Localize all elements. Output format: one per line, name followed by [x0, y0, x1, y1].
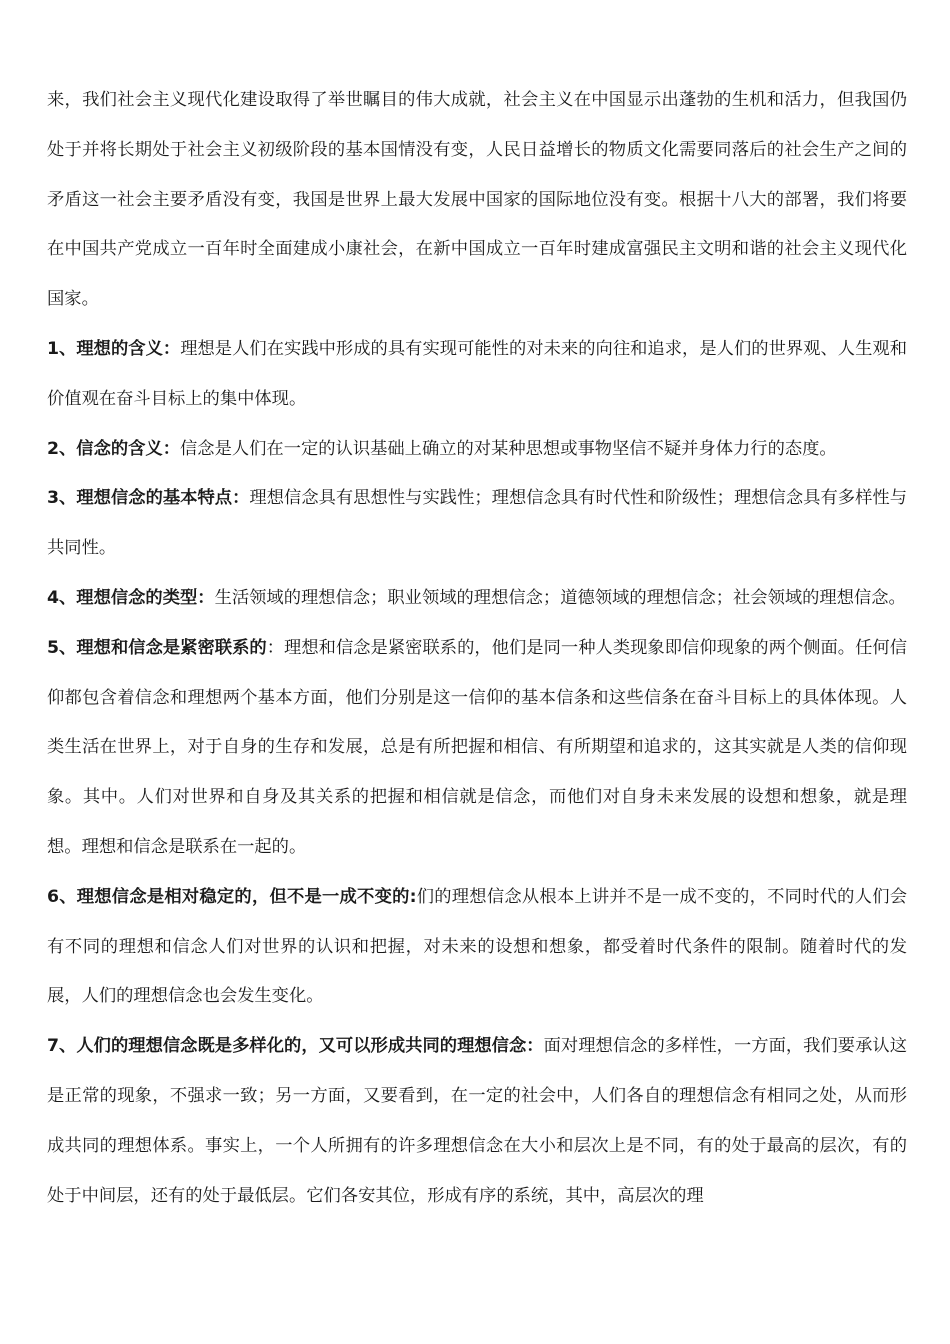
item-7-paragraph: [47, 1022, 907, 1221]
item-3-paragraph: [47, 474, 907, 574]
item-1-body: 理想是人们在实践中形成的具有实现可能性的对未来的向往和追求，是人们的世界观、人生观和价值观在奋斗目标上的集中体现。: [47, 338, 907, 409]
item-2-paragraph: [47, 425, 907, 475]
item-7-body: 面对理想信念的多样性，一方面，我们要承认这是正常的现象，不强求一致；另一方面，又要看到，在一定的社会中，人们各自的理想信念有相同之处，从而形成共同的理想体系。事实上，一个人所拥有的许多理想信念在大小和层次上是不同，有的处于最高的层次，有的处于中间层，还有的处于最低层。它们各安其位，形成有序的系统，其中，高层次的理: [47, 1036, 907, 1206]
item-6-heading: 6、理想信念是相对稳定的，但不是一成不变的:: [47, 886, 417, 907]
item-6-paragraph: [47, 873, 907, 1022]
item-2-heading: 2、信念的含义：: [47, 438, 180, 459]
intro-paragraph: 来，我们社会主义现代化建设取得了举世瞩目的伟大成就，社会主义在中国显示出蓬勃的生机和活力，但我国仍处于并将长期处于社会主义初级阶段的基本国情没有变，人民日益增长的物质文化需要同落后的社会生产之间的矛盾这一社会主要矛盾没有变，我国是世界上最大发展中国家的国际地位没有变。根据十八大的部署，我们将要在中国共产党成立一百年时全面建成小康社会，在新中国成立一百年时建成富强民主文明和谐的社会主义现代化国家。: [47, 90, 907, 310]
item-2-body: 信念是人们在一定的认识基础上确立的对某种思想或事物坚信不疑并身体力行的态度。: [180, 438, 837, 459]
item-4-body: 生活领域的理想信念；职业领域的理想信念；道德领域的理想信念；社会领域的理想信念。: [214, 587, 906, 608]
item-3-heading: 3、理想信念的基本特点：: [47, 488, 250, 509]
item-5-heading: 5、理想和信念是紧密联系的: [47, 637, 267, 658]
item-5-paragraph: [47, 624, 907, 873]
item-1-heading: 1、理想的含义：: [47, 338, 181, 359]
item-7-heading: 7、人们的理想信念既是多样化的，又可以形成共同的理想信念：: [47, 1036, 544, 1057]
item-4-paragraph: [47, 574, 907, 624]
item-6-body: 们的理想信念从根本上讲并不是一成不变的，不同时代的人们会有不同的理想和信念人们对世界的认识和把握，对未来的设想和想象，都受着时代条件的限制。随着时代的发展，人们的理想信念也会发生变化。: [47, 886, 907, 1007]
item-3-body: 理想信念具有思想性与实践性；理想信念具有时代性和阶级性；理想信念具有多样性与共同性。: [47, 488, 907, 559]
item-4-heading: 4、理想信念的类型：: [47, 587, 215, 608]
item-1-paragraph: [47, 325, 907, 425]
item-5-body: ：理想和信念是紧密联系的，他们是同一种人类现象即信仰现象的两个侧面。任何信仰都包含着信念和理想两个基本方面，他们分别是这一信仰的基本信条和这些信条在奋斗目标上的具体体现。人类生活在世界上，对于自身的生存和发展，总是有所把握和相信、有所期望和追求的，这其实就是人类的信仰现象。其中。人们对世界和自身及其关系的把握和相信就是信念，而他们对自身未来发展的设想和想象，就是理想。理想和信念是联系在一起的。: [47, 637, 907, 857]
document-page: [47, 76, 907, 1221]
